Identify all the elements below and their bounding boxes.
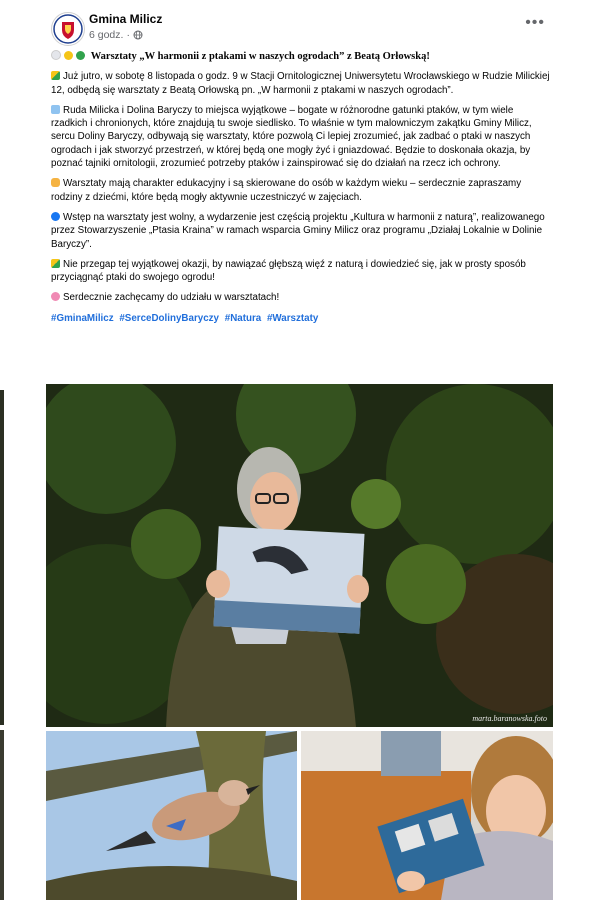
- globe-icon: [133, 30, 143, 40]
- hashtag-link[interactable]: #SerceDolinyBaryczy: [119, 312, 220, 324]
- left-background-strip: [0, 0, 46, 900]
- calendar-emoji-icon: [51, 105, 60, 114]
- info-emoji-icon: [51, 212, 60, 221]
- main-photo-presenter[interactable]: [46, 384, 553, 727]
- author-name[interactable]: Gmina Milicz: [89, 12, 163, 26]
- left-edge-photo-sliver: [0, 730, 4, 900]
- avatar[interactable]: [51, 12, 85, 46]
- paragraph-text: Wstęp na warsztaty jest wolny, a wydarzenie jest częścią projektu „Kultura w harmonii z naturą”, realizowanego przez Stowarzyszenie „Ptasia Kraina” w ramach wsparcia Gminy Milicz oraz programu „Działaj Lokalnie w Dolinie Baryczy”.: [51, 211, 545, 250]
- presenter-photo-image: [46, 384, 553, 727]
- paragraph-closing: [51, 291, 551, 304]
- paragraph-text: Już jutro, w sobotę 8 listopada o godz. 9 w Stacji Ornitologicznej Uniwersytetu Wrocławskiego w Rudzie Milickiej 12, odbędą się warsztaty z Beatą Orłowską pn. „W harmonii z ptakami w naszych ogrodach”.: [51, 71, 550, 96]
- green-circle-emoji-icon: [76, 51, 85, 60]
- photo-child-with-leaflet[interactable]: [301, 731, 553, 900]
- post-title: Warsztaty „W harmonii z ptakami w naszych ogrodach” z Beatą Orłowską!: [90, 51, 430, 62]
- paragraph-audience: [51, 177, 551, 204]
- paragraph-text: Warsztaty mają charakter edukacyjny i są skierowane do osób w każdym wieku – serdecznie zapraszamy rodziny z dziećmi, które będą mogły aktywnie uczestniczyć w zajęciach.: [51, 178, 522, 203]
- yellow-circle-emoji-icon: [64, 51, 73, 60]
- hashtag-link[interactable]: #GminaMilicz: [51, 312, 114, 324]
- post-time[interactable]: 6 godz.: [89, 29, 124, 41]
- child-photo-image: [301, 731, 553, 900]
- flower-emoji-icon: [51, 292, 60, 301]
- post-meta: [89, 29, 143, 41]
- right-background-strip: [553, 0, 600, 900]
- facebook-post: [46, 0, 553, 900]
- paragraph-info: [51, 211, 551, 251]
- more-options-icon[interactable]: •••: [525, 14, 545, 31]
- coat-of-arms-icon: [52, 13, 84, 45]
- leaf-emoji-icon: [51, 71, 60, 80]
- post-header: [46, 0, 553, 50]
- hashtag-link[interactable]: #Natura: [224, 312, 262, 324]
- left-edge-photo-sliver: [0, 390, 4, 725]
- bird-photo-image: [46, 731, 297, 900]
- photo-bird-on-branch[interactable]: [46, 731, 297, 900]
- hashtag-link[interactable]: #Warsztaty: [266, 312, 319, 324]
- paragraph-place: [51, 104, 551, 170]
- meta-separator: ·: [126, 29, 130, 41]
- post-title-line: [51, 50, 551, 63]
- paragraph-text: Serdecznie zachęcamy do udziału w warsztatach!: [63, 292, 280, 304]
- paragraph-text: Nie przegap tej wyjątkowej okazji, by nawiązać głębszą więź z naturą i dowiedzieć się, jak w prosty sposób przyciągnąć ptaki do swojego ogrodu!: [51, 258, 526, 284]
- pointing-hand-emoji-icon: [51, 178, 60, 187]
- leaf-emoji-icon: [51, 259, 60, 268]
- photo-credit: marta.baranowska.foto: [472, 714, 547, 723]
- paragraph-text: Ruda Milicka i Dolina Baryczy to miejsca wyjątkowe – bogate w różnorodne gatunki ptaków, w tym wiele rzadkich i chronionych, które znajdują tu swoje siedlisko. To właśnie w tym malowniczym zakątku Gminy Milicz, sercu Doliny Baryczy, odbywają się warsztaty, które pozwolą Ci lepiej zrozumieć, jak zadbać o ptaki w naszych ogrodach i jak stworzyć przestrzeń, w której będą one mogły żyć i gniazdować. Będzie to doskonała okazja, by poznać tajniki ornitologii, zrozumieć potrzeby ptaków i zainspirować się do działań na rzecz ich ochrony.: [51, 104, 532, 170]
- white-circle-emoji-icon: [51, 50, 61, 60]
- hashtags: [51, 312, 551, 325]
- post-body: [51, 50, 551, 332]
- paragraph-invite: [51, 258, 551, 285]
- paragraph-date: [51, 70, 551, 97]
